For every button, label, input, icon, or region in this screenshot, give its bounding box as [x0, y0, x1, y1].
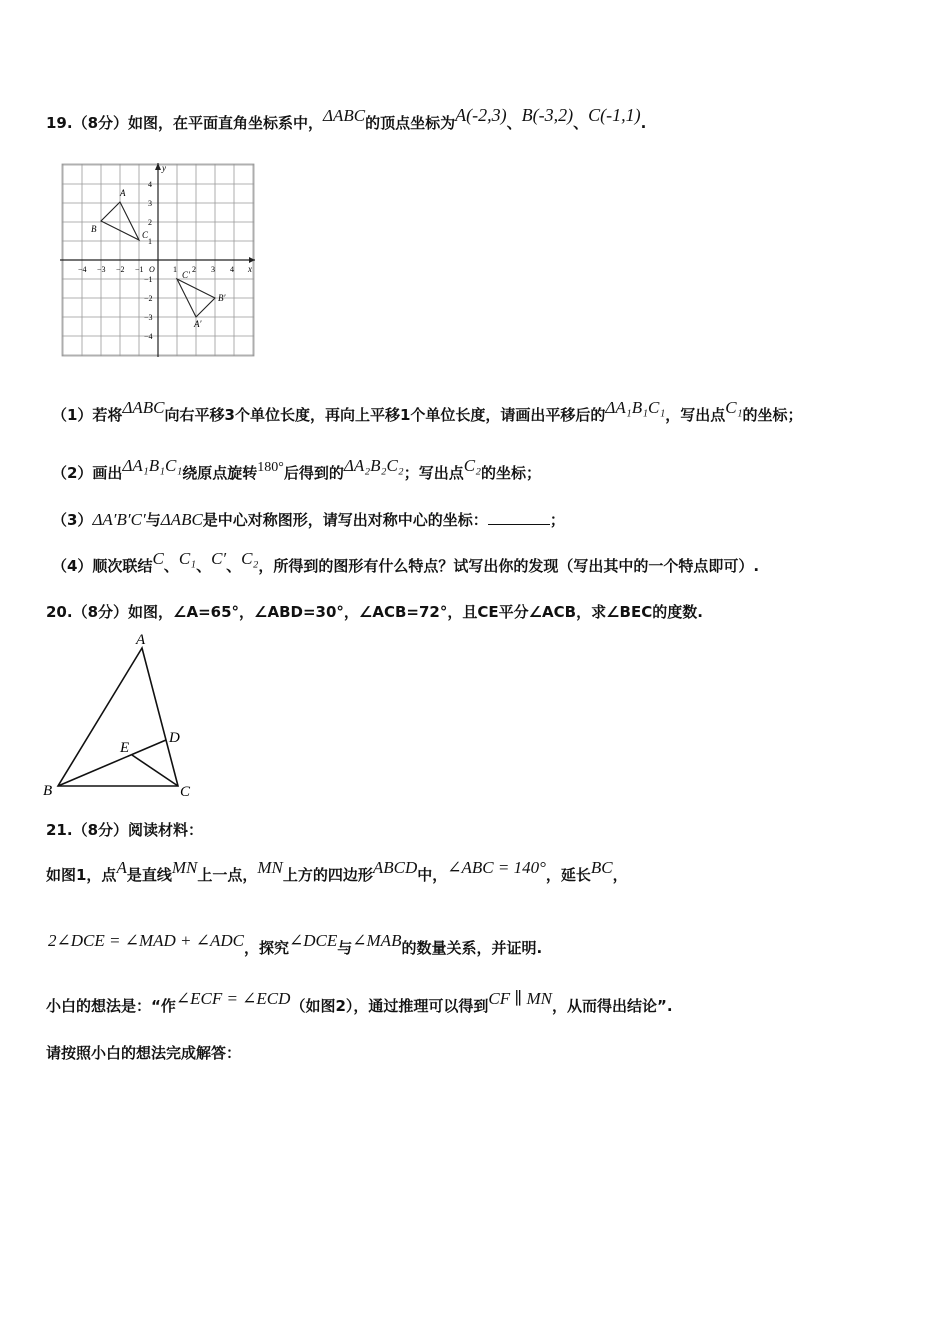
x-tick-labels — [78, 265, 234, 274]
q21-l2-eq: 2∠DCE = ∠MAD + ∠ADC — [48, 931, 244, 950]
q19-p4-s1: 、 — [163, 557, 179, 575]
y-tick-label: 1 — [148, 237, 152, 246]
answer-blank[interactable] — [488, 510, 550, 525]
q19-triangle-abc: ΔABC — [323, 106, 366, 125]
q19-part2 — [52, 456, 542, 485]
q19-p4-b: ，所得到的图形有什么特点？试写出你的发现（写出其中的一个特点即可）. — [258, 557, 760, 575]
q19-p2-c: 后得到的 — [283, 464, 344, 482]
q21-l1-angle: ∠ABC = 140° — [447, 858, 546, 877]
q21-l1-a: 如图1，点 — [46, 866, 117, 884]
x-tick-label: 1 — [173, 265, 177, 274]
q19-point-c: C(-1,1) — [588, 105, 641, 125]
q21-header: 21.（8分）阅读材料： — [46, 821, 204, 839]
q19-p2-deg: 180° — [257, 460, 284, 475]
q20-label-e: E — [120, 740, 130, 756]
label-b: B — [91, 224, 97, 234]
q21-line1 — [46, 858, 628, 885]
q19-header-line — [46, 105, 647, 133]
q21-l1-b: 是直线 — [126, 866, 172, 884]
q19-p3-b: 与 — [145, 511, 161, 529]
q19-p4-c: C — [152, 549, 164, 568]
q19-sep2: 、 — [573, 114, 589, 132]
q20-text: 20.（8分）如图，∠A=65°，∠ABD=30°，∠ACB=72°，且CE平分∠ACB，求∠BEC的度数. — [46, 603, 703, 621]
q20-label-a: A — [136, 632, 146, 648]
q21-l2-dce: ∠DCE — [289, 931, 338, 950]
q19-coordinate-grid-figure — [60, 160, 260, 360]
q21-line4: 请按照小白的想法完成解答： — [46, 1044, 242, 1062]
q19-p1-a: （1）若将 — [52, 406, 123, 424]
q21-l1-g: ， — [612, 866, 628, 884]
q19-p4-s3: 、 — [226, 557, 242, 575]
q19-point-a: A(-2,3) — [455, 105, 507, 125]
y-tick-label: −4 — [144, 332, 153, 341]
q19-header-text: 19.（8分）如图，在平面直角坐标系中， — [46, 114, 324, 132]
x-tick-label: −4 — [78, 265, 87, 274]
q19-p1-tri1: ΔA₁B₁C₁ — [605, 398, 666, 417]
q21-l2-a: ，探究 — [244, 939, 290, 957]
q21-l1-c: 上一点， — [197, 866, 258, 884]
q19-p4-c1: C₁ — [178, 549, 197, 568]
q19-p1-tri: ΔABC — [122, 398, 165, 417]
q21-l3-eq: ∠ECF = ∠ECD — [175, 989, 291, 1008]
q19-part3 — [52, 510, 565, 530]
q19-p4-c2: C₂ — [241, 549, 259, 568]
y-tick-label: −1 — [144, 275, 153, 284]
y-axis-label: y — [162, 163, 166, 173]
q21-l1-bc: BC — [590, 858, 613, 877]
q21-l2-c: 的数量关系，并证明. — [401, 939, 543, 957]
q21-l1-mn1: MN — [171, 858, 198, 877]
q21-l3-b: （如图2），通过推理可以得到 — [290, 997, 489, 1015]
q19-p2-e: 的坐标； — [481, 464, 542, 482]
q19-p3-a: （3） — [52, 511, 93, 529]
q19-end: . — [640, 114, 647, 132]
q19-sep1: 、 — [506, 114, 522, 132]
x-tick-label: 4 — [230, 265, 234, 274]
q20-label-b: B — [43, 783, 53, 799]
q21-l1-e: 中， — [417, 866, 448, 884]
q21-l1-d: 上方的四边形 — [282, 866, 373, 884]
q21-l1-mn2: MN — [257, 858, 283, 877]
q19-p2-b: 绕原点旋转 — [182, 464, 258, 482]
q19-p1-c1: C₁ — [725, 398, 743, 417]
q19-p3-trip: ΔA′B′C′ — [92, 510, 146, 529]
q19-p3-d: ； — [549, 511, 565, 529]
label-b-prime: B′ — [218, 293, 226, 303]
x-tick-label: −3 — [97, 265, 106, 274]
y-tick-label: −3 — [144, 313, 153, 322]
q21-l1-pa: A — [116, 858, 127, 877]
q21-l2-b: 与 — [337, 939, 353, 957]
q19-p2-tri2: ΔA₂B₂C₂ — [343, 456, 404, 475]
label-a-prime: A′ — [194, 319, 202, 329]
q19-p2-d: ；写出点 — [403, 464, 464, 482]
label-c: C — [142, 230, 149, 240]
q19-p1-b: 向右平移3个单位长度，再向上平移1个单位长度，请画出平移后的 — [164, 406, 606, 424]
q19-p4-s2: 、 — [196, 557, 212, 575]
q21-l3-c: ，从而得出结论”. — [551, 997, 673, 1015]
q19-p3-tri: ΔABC — [160, 510, 203, 529]
x-tick-label: O — [149, 265, 155, 274]
q19-part4 — [52, 549, 760, 576]
q21-line3 — [46, 989, 673, 1016]
q19-p3-c: 是中心对称图形，请写出对称中心的坐标： — [202, 511, 488, 529]
q21-l1-abcd: ABCD — [372, 858, 418, 877]
q19-p4-cp: C′ — [211, 549, 227, 568]
q19-p1-d: 的坐标； — [742, 406, 803, 424]
q20-label-d: D — [169, 730, 180, 746]
x-tick-label: 2 — [192, 265, 196, 274]
x-tick-label: −1 — [135, 265, 144, 274]
label-c-prime: C′ — [182, 270, 190, 280]
q19-p2-a: （2）画出 — [52, 464, 123, 482]
y-tick-label: −2 — [144, 294, 153, 303]
x-axis-label: x — [248, 264, 252, 274]
q19-p1-c: ，写出点 — [665, 406, 726, 424]
y-tick-label: 4 — [148, 180, 152, 189]
q21-l1-f: ，延长 — [545, 866, 591, 884]
label-a: A — [120, 188, 126, 198]
q20-triangle-figure — [40, 628, 210, 803]
x-tick-label: 3 — [211, 265, 215, 274]
q19-p2-tri1: ΔA₁B₁C₁ — [122, 456, 183, 475]
q21-l3-par: CF ∥ MN — [488, 989, 552, 1008]
x-tick-label: −2 — [116, 265, 125, 274]
q19-vertices-text: 的顶点坐标为 — [365, 114, 456, 132]
q19-p4-a: （4）顺次联结 — [52, 557, 153, 575]
segment-bd — [58, 740, 166, 786]
q19-point-b: B(-3,2) — [521, 105, 574, 125]
q21-l2-mab: ∠MAB — [352, 931, 402, 950]
q20-label-c: C — [180, 784, 191, 800]
y-tick-label: 3 — [148, 199, 152, 208]
triangle-abc-q20 — [58, 648, 178, 786]
q19-p2-c2: C₂ — [463, 456, 481, 475]
y-tick-label: 2 — [148, 218, 152, 227]
q21-line2 — [48, 931, 543, 958]
q21-l3-a: 小白的想法是：“作 — [46, 997, 176, 1015]
q19-part1 — [52, 398, 803, 425]
